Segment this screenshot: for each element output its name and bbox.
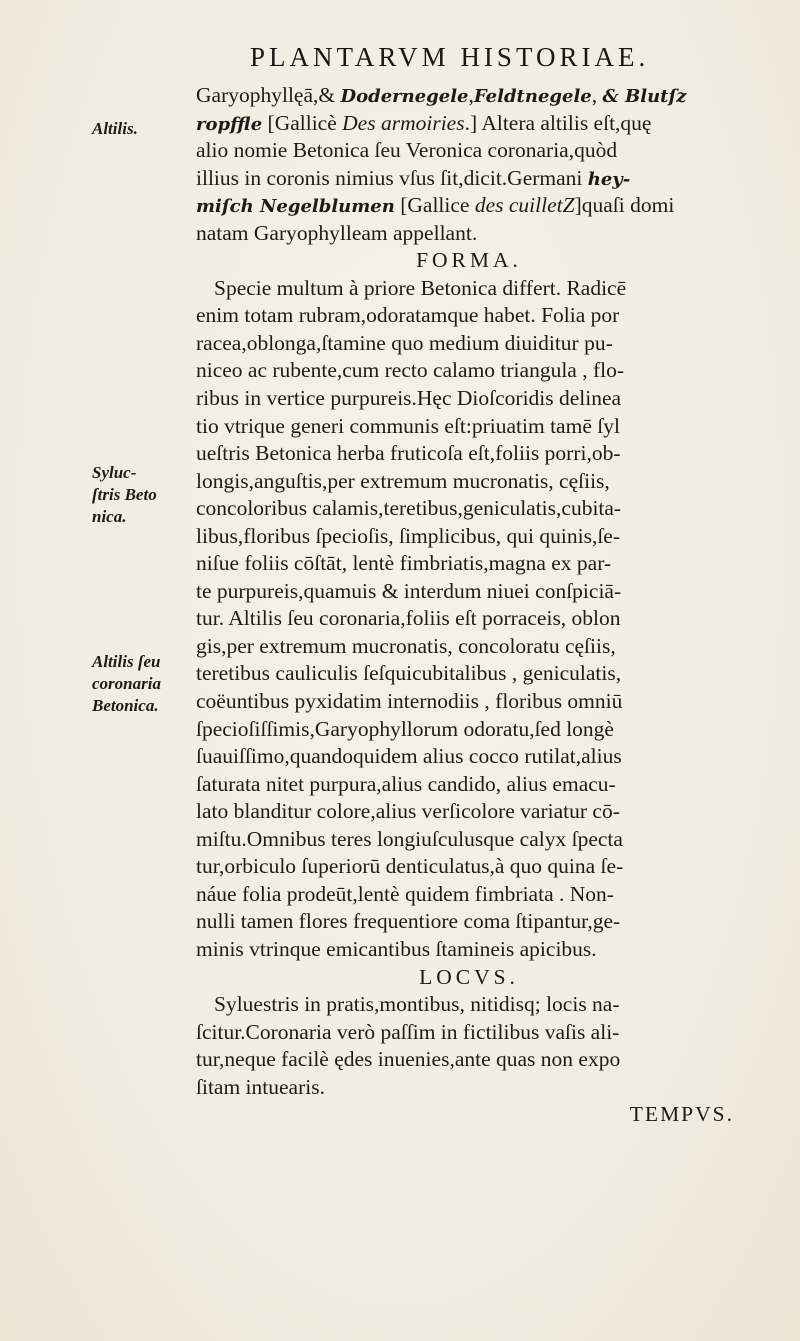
text-line: racea,oblonga,ſtamine quo medium diuiditur pu-: [196, 330, 613, 355]
running-header: PLANTARVM HISTORIAE.: [250, 42, 650, 72]
text-span: illius in coronis nimius vſus ſit,dicit.Germani: [196, 165, 588, 190]
text-span: ,: [591, 83, 603, 107]
text-span: Garyophyllęā,&: [196, 83, 341, 107]
text-span: [Gallice: [394, 193, 475, 218]
text-line: te purpureis,quamuis & interdum niuei conſpiciā-: [196, 578, 622, 603]
german-term: ropffle: [196, 113, 263, 135]
german-term: miſch: [196, 196, 254, 218]
section-heading-locus: LOCVS.: [419, 964, 519, 989]
text-line: ſaturata nitet purpura,alius candido, alius emacu-: [196, 771, 616, 796]
text-line: ribus in vertice purpureis.Hęc Dioſcoridis delinea: [196, 386, 622, 411]
text-line: longis,anguſtis,per extremum mucronatis, cęſiis,: [196, 468, 610, 493]
text-line: lato blanditur colore,alius verſicolore variatur cō-: [196, 799, 620, 824]
margin-note-line: Altilis.: [92, 119, 138, 138]
text-span: [Gallicè: [262, 110, 343, 135]
text-line: tur,neque facilè ędes inuenies,ante quas non expo: [196, 1047, 621, 1072]
margin-note-line: Syluc-: [92, 463, 137, 482]
text-line: tio vtrique generi communis eſt:priuatim tamē ſyl: [196, 413, 620, 438]
catchword: TEMPVS.: [629, 1102, 734, 1127]
text-line: ſitam intuearis.: [196, 1074, 325, 1099]
text-line: natam Garyophylleam appellant.: [196, 220, 478, 245]
margin-note-line: Betonica.: [92, 696, 159, 715]
text-line: enim totam rubram,odoratamque habet. Folia por: [196, 303, 620, 328]
text-line: gis,per extremum mucronatis, concoloratu cęſiis,: [196, 633, 616, 658]
section-heading-forma: FORMA.: [416, 248, 522, 273]
german-term: Feldtnegele: [473, 86, 592, 107]
text-line: niſue foliis cōſtāt, lentè fimbriatis,magna ex par-: [196, 551, 612, 576]
text-line: concoloribus calamis,teretibus,geniculatis,cubita-: [196, 496, 622, 521]
text-line: tur. Altilis ſeu coronaria,foliis eſt porraceis, oblon: [196, 606, 621, 631]
text-span: .] Altera altilis eſt,quę: [464, 110, 652, 135]
french-term: des cuilletZ: [474, 193, 575, 218]
text-line: minis vtrinque emicantibus ſtamineis apicibus.: [196, 936, 597, 961]
text-line: niceo ac rubente,cum recto calamo triangula , flo-: [196, 358, 625, 383]
margin-note-line: Altilis ſeu: [92, 652, 161, 671]
text-line: náue folia prodeūt,lentè quidem fimbriata . Non-: [196, 881, 614, 906]
text-line: ſuauiſſimo,quandoquidem alius cocco rutilat,alius: [196, 744, 622, 769]
text-line: [196, 192, 782, 220]
text-line: tur,orbiculo ſuperiorū denticulatus,à quo quina ſe-: [196, 854, 624, 879]
text-line: alio nomie Betonica ſeu Veronica coronaria,quòd: [196, 138, 618, 163]
text-line: ueſtris Betonica herba fruticoſa eſt,foliis porri,ob-: [196, 441, 621, 466]
text-line: Syluestris in pratis,montibus, nitidisq; locis na-: [214, 992, 620, 1017]
text-line: nulli tamen flores frequentiore coma ſtipantur,ge-: [196, 909, 621, 934]
text-line: [196, 110, 782, 138]
text-line: ſpecioſiſſimis,Garyophyllorum odoratu,ſed longè: [196, 716, 614, 741]
margin-note-altilis-coronaria: [92, 651, 161, 717]
margin-note-line: coronaria: [92, 674, 161, 693]
text-line: [196, 82, 782, 110]
text-line: libus,floribus ſpecioſis, ſimplicibus, qui quinis,ſe-: [196, 523, 621, 548]
german-term: Dodernegele: [340, 86, 469, 107]
text-line: miſtu.Omnibus teres longiuſculusque calyx ſpecta: [196, 826, 623, 851]
french-term: Des armoiries: [342, 110, 465, 135]
margin-note-sylvestris: [92, 462, 157, 528]
german-term: & Blutſz: [602, 86, 687, 107]
text-span: ]quaſi domi: [574, 193, 675, 218]
text-line: ſcitur.Coronaria verò paſſim in fictilibus vaſis ali-: [196, 1019, 620, 1044]
text-span: ,: [468, 83, 474, 107]
text-line: Specie multum à priore Betonica differt. Radicē: [214, 275, 627, 300]
main-text-column: [196, 82, 782, 1129]
margin-note-line: ſtris Beto: [92, 485, 157, 504]
german-term: hey-: [587, 168, 631, 190]
margin-note-altilis: [92, 118, 138, 140]
text-line: teretibus cauliculis ſeſquicubitalibus , geniculatis,: [196, 661, 622, 686]
margin-note-line: nica.: [92, 507, 127, 526]
text-line: coëuntibus pyxidatim internodiis , floribus omniū: [196, 689, 623, 714]
text-line: [196, 165, 782, 193]
german-term: Negelblumen: [253, 196, 395, 218]
